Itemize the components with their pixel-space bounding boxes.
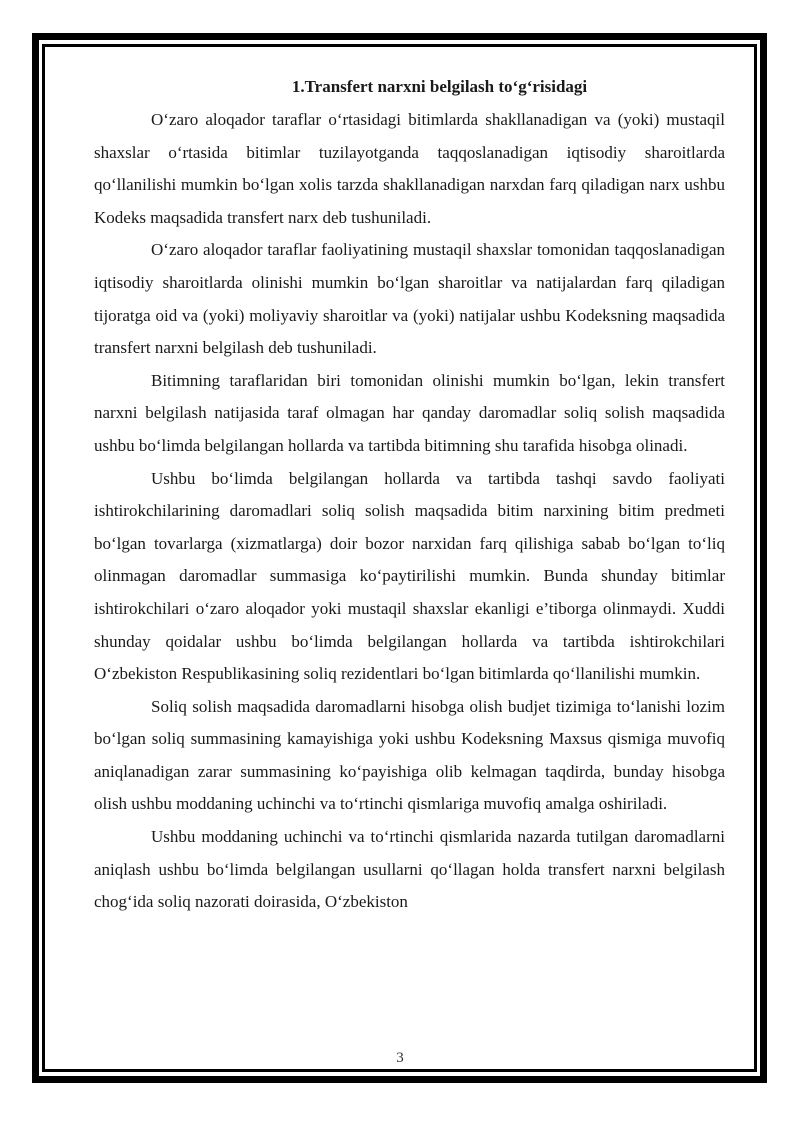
paragraph-4: Ushbu bo‘limda belgilangan hollarda va tartibda tashqi savdo faoliyati ishtirokchilarining daromadlari soliq solish maqsadida bitim narxining bitim predmeti bo‘lgan tovarlarga (xizmatlarga) doir bozor narxidan farq qilishiga sabab bo‘lgan to‘liq olinmagan daromadlar summasiga ko‘paytirilishi mumkin. Bunda shunday bitimlar ishtirokchilari o‘zaro aloqador yoki mustaqil shaxslar ekanligi e’tiborga olinmaydi. Xuddi shunday qoidalar ushbu bo‘limda belgilangan hollarda va tartibda ishtirokchilari O‘zbekiston Respublikasining soliq rezidentlari bo‘lgan bitimlarda qo‘llanilishi mumkin. [94, 468, 725, 684]
paragraph-1: O‘zaro aloqador taraflar o‘rtasidagi bitimlarda shakllanadigan va (yoki) mustaqil shaxslar o‘rtasida bitimlar tuzilayotganda taqqoslanadigan iqtisodiy sharoitlarda qo‘llanilishi mumkin bo‘lgan xolis tarzda shakllanadigan narxdan farq qiladigan narx ushbu Kodeks maqsadida transfert narx deb tushuniladi. [94, 110, 725, 227]
paragraph-5: Soliq solish maqsadida daromadlarni hisobga olish budjet tizimiga to‘lanishi lozim bo‘lgan soliq summasining kamayishiga yoki ushbu Kodeksning Maxsus qismiga muvofiq aniqlanadigan zarar summasining ko‘payishiga olib kelmagan taqdirda, bunday hisobga olish ushbu moddaning uchinchi va to‘rtinchi qismlariga muvofiq amalga oshiriladi. [94, 696, 725, 814]
document-title: 1.Transfert narxni belgilash to‘g‘risidagi [291, 77, 588, 96]
paragraph-6: Ushbu moddaning uchinchi va to‘rtinchi qismlarida nazarda tutilgan daromadlarni aniqlash ushbu bo‘limda belgilangan usullarni qo‘llagan holda transfert narxni belgilash chog‘ida soliq nazorati doirasida, O‘zbekiston [94, 827, 725, 912]
document-body [94, 70, 725, 919]
paragraph-2: O‘zaro aloqador taraflar faoliyatining mustaqil shaxslar tomonidan taqqoslanadigan iqtisodiy sharoitlarda olinishi mumkin bo‘lgan sharoitlar va natijalardan farq qiladigan tijoratga oid va (yoki) moliyaviy sharoitlar va (yoki) natijalar ushbu Kodeksning maqsadida transfert narxni belgilash deb tushuniladi. [94, 240, 725, 358]
paragraph-3: Bitimning taraflaridan biri tomonidan olinishi mumkin bo‘lgan, lekin transfert narxni belgilash natijasida taraf olmagan har qanday daromadlar soliq solish maqsadida ushbu bo‘limda belgilangan hollarda va tartibda bitimning shu tarafida hisobga olinadi. [94, 370, 725, 455]
page-number: 3 [396, 1050, 404, 1066]
